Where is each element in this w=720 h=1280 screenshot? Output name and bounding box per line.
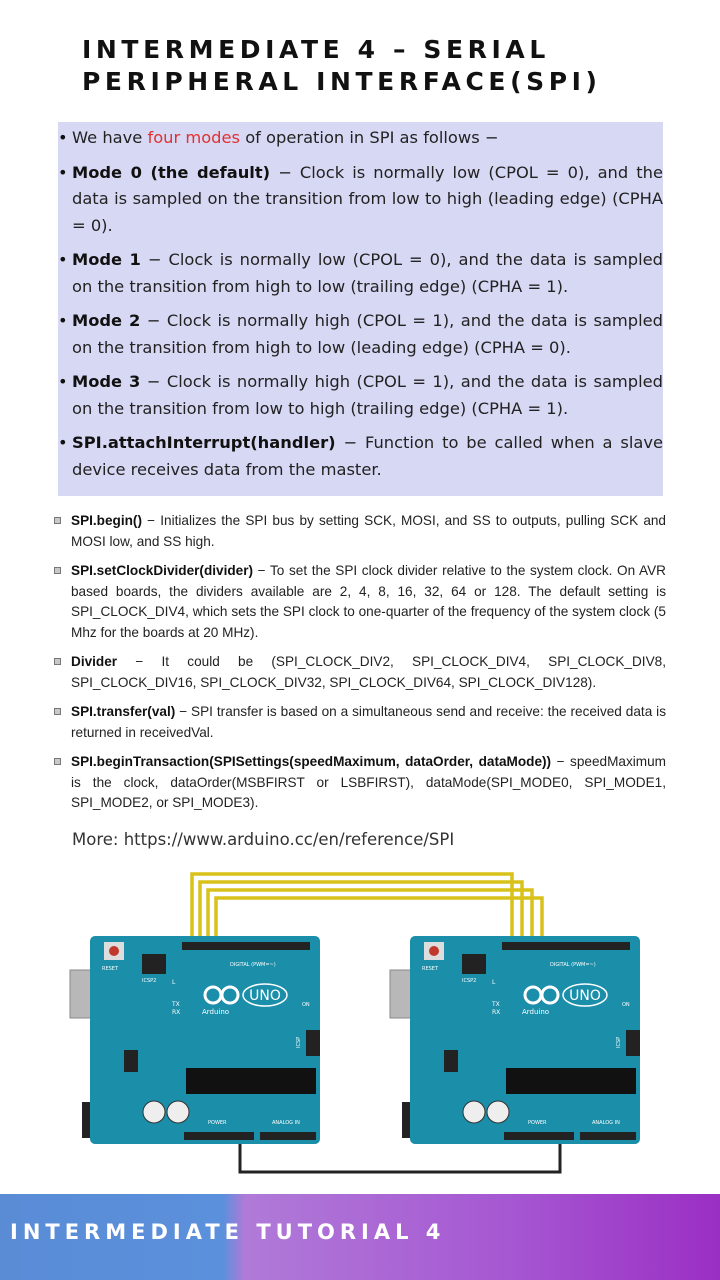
spi-function-list <box>54 511 666 823</box>
mode-1-item: • Mode 1 − Clock is normally low (CPOL = 0), and the data is sampled on the transition from high to low (trailing edge) (CPHA = 1). <box>58 247 663 300</box>
spi-transfer-item: SPI.transfer(val) − SPI transfer is based on a simultaneous send and receive: the received data is returned in receivedVal. <box>54 702 666 743</box>
brand-label: Arduino <box>522 1008 550 1016</box>
uno-label: UNO <box>569 988 601 1004</box>
bullet-square-icon <box>54 567 61 574</box>
icsp-label: ICSP <box>296 1036 302 1048</box>
more-reference-link[interactable]: More: https://www.arduino.cc/en/reference/SPI <box>72 830 455 849</box>
bullet-square-icon <box>54 517 61 524</box>
arduino-board-left <box>70 936 320 1144</box>
led-tx-label: TX <box>172 1001 180 1008</box>
attach-interrupt-item: • SPI.attachInterrupt(handler) − Function to be called when a slave device receives data from the master. <box>58 430 663 483</box>
uno-label: UNO <box>249 988 281 1004</box>
icsp-label: ICSP <box>616 1036 622 1048</box>
reset-button <box>109 946 119 956</box>
digital-label: DIGITAL (PWM=~) <box>230 962 276 968</box>
digital-label: DIGITAL (PWM=~) <box>550 962 596 968</box>
four-modes-highlight: four modes <box>147 128 241 147</box>
led-tx-label: TX <box>492 1001 500 1008</box>
spi-begin-transaction-item: SPI.beginTransaction(SPISettings(speedMaximum, dataOrder, dataMode)) − speedMaximum is the clock, dataOrder(MSBFIRST or LSBFIRST), dataMode(SPI_MODE0, SPI_MODE1, SPI_MODE2, or SPI_MODE3). <box>54 752 666 814</box>
analog-label: ANALOG IN <box>592 1120 620 1126</box>
power-label: POWER <box>528 1120 547 1126</box>
footer-banner <box>0 1194 720 1280</box>
on-label: ON <box>302 1002 310 1008</box>
spi-modes-list <box>58 122 663 483</box>
reset-label: RESET <box>102 966 119 972</box>
reset-button <box>429 946 439 956</box>
mode-3-item: • Mode 3 − Clock is normally high (CPOL = 1), and the data is sampled on the transition from low to high (trailing edge) (CPHA = 1). <box>58 369 663 422</box>
led-l-label: L <box>172 979 176 986</box>
mode-0-item: • Mode 0 (the default) − Clock is normally low (CPOL = 0), and the data is sampled on the transition from low to high (leading edge) (CPHA = 0). <box>58 160 663 240</box>
mode-2-item: • Mode 2 − Clock is normally high (CPOL = 1), and the data is sampled on the transition from high to low (leading edge) (CPHA = 0). <box>58 308 663 361</box>
power-label: POWER <box>208 1120 227 1126</box>
led-l-label: L <box>492 979 496 986</box>
spi-modes-box <box>58 122 663 496</box>
arduino-spi-wiring-diagram <box>60 862 660 1182</box>
bullet-square-icon <box>54 658 61 665</box>
page-title <box>82 34 702 98</box>
divider-item: Divider − It could be (SPI_CLOCK_DIV2, SPI_CLOCK_DIV4, SPI_CLOCK_DIV8, SPI_CLOCK_DIV16, SPI_CLOCK_DIV32, SPI_CLOCK_DIV64, SPI_CLOCK_DIV128). <box>54 652 666 693</box>
footer-title: INTERMEDIATE TUTORIAL 4 <box>10 1220 446 1244</box>
title-line-2: PERIPHERAL INTERFACE(SPI) <box>82 67 602 96</box>
analog-label: ANALOG IN <box>272 1120 300 1126</box>
led-rx-label: RX <box>492 1009 501 1016</box>
modes-intro: • We have four modes of operation in SPI as follows − <box>58 125 663 152</box>
on-label: ON <box>622 1002 630 1008</box>
reset-label: RESET <box>422 966 439 972</box>
spi-begin-item: SPI.begin() − Initializes the SPI bus by setting SCK, MOSI, and SS to outputs, pulling SCK and MOSI low, and SS high. <box>54 511 666 552</box>
led-rx-label: RX <box>172 1009 181 1016</box>
icsp2-label: ICSP2 <box>142 978 157 984</box>
spi-set-clock-divider-item: SPI.setClockDivider(divider) − To set the SPI clock divider relative to the system clock. On AVR based boards, the dividers available are 2, 4, 8, 16, 32, 64 or 128. The default setting is SPI_CLOCK_DIV4, which sets the SPI clock to one-quarter of the frequency of the system clock (5 Mhz for the boards at 20 MHz). <box>54 561 666 643</box>
arduino-board-right <box>390 936 640 1144</box>
bullet-square-icon <box>54 708 61 715</box>
icsp2-label: ICSP2 <box>462 978 477 984</box>
bullet-square-icon <box>54 758 61 765</box>
title-line-1: INTERMEDIATE 4 – SERIAL <box>82 35 550 64</box>
brand-label: Arduino <box>202 1008 230 1016</box>
